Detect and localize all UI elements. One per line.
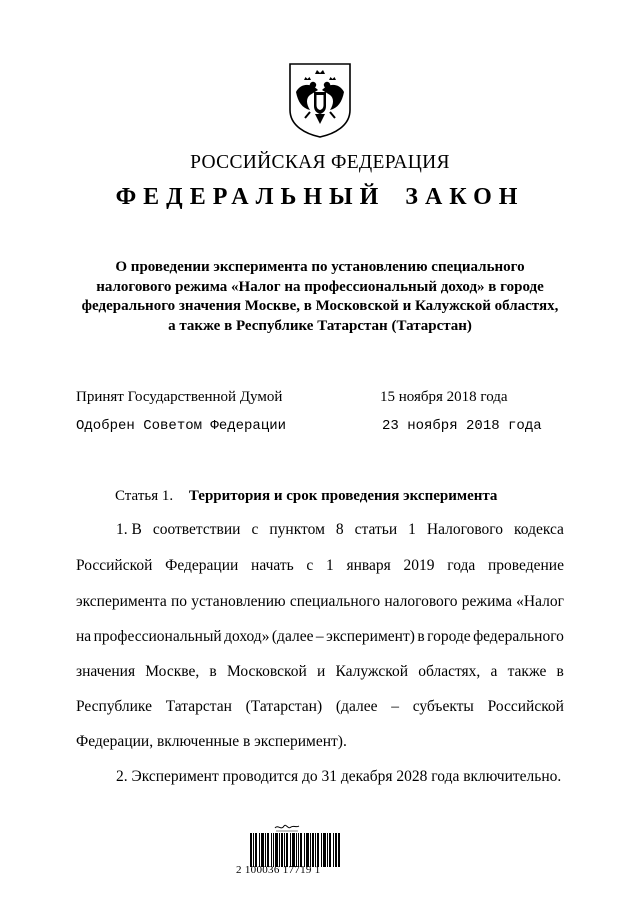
adopted-by-duma-label: Принят Государственной Думой (76, 389, 283, 405)
law-title-line: налогового режима «Налог на профессиональный доход» в городе (96, 278, 544, 295)
adopted-by-duma-date: 15 ноября 2018 года (380, 389, 508, 405)
law-title-line: О проведении эксперимента по установлению специального (115, 259, 525, 275)
approved-by-council-label: Одобрен Советом Федерации (76, 418, 287, 434)
clause-1-line: эксперимента по установлению специального налогового режима «Налог (76, 593, 564, 610)
approved-by-council-date: 23 ноября 2018 года (382, 418, 542, 434)
article-number: Статья 1. (115, 488, 174, 504)
clause-1-line: Российской Федерации начать с 1 января 2019 года проведение (76, 557, 564, 574)
country-name: РОССИЙСКАЯ ФЕДЕРАЦИЯ (190, 152, 450, 173)
article-title: Территория и срок проведения эксперимента (188, 488, 498, 504)
clause-1-last-line: Федерации, включенные в эксперимент). (76, 733, 347, 750)
document-type-word-1: ФЕДЕРАЛЬНЫЙ (115, 184, 386, 210)
clause-1-line: Республике Татарстан (Татарстан) (далее – субъекты Российской (76, 698, 564, 715)
clause-1-line: 1. В соответствии с пунктом 8 статьи 1 Налогового кодекса (116, 521, 564, 538)
clause-1-line: значения Москве, в Московской и Калужской областях, а также в (76, 663, 564, 680)
law-title-line: федерального значения Москве, в Московской и Калужской областях, (81, 298, 559, 314)
clause-1-line: на профессиональный доход» (далее – эксперимент) в городе федерального (76, 628, 564, 645)
law-title-line: а также в Республике Татарстан (Татарстан) (168, 317, 472, 334)
document-type-word-2: ЗАКОН (405, 184, 525, 210)
article-body (76, 0, 564, 905)
clause-2: 2. Эксперимент проводится до 31 декабря 2028 года включительно. (116, 768, 562, 785)
barcode-number: 2 100036 17719 1 (236, 864, 321, 876)
